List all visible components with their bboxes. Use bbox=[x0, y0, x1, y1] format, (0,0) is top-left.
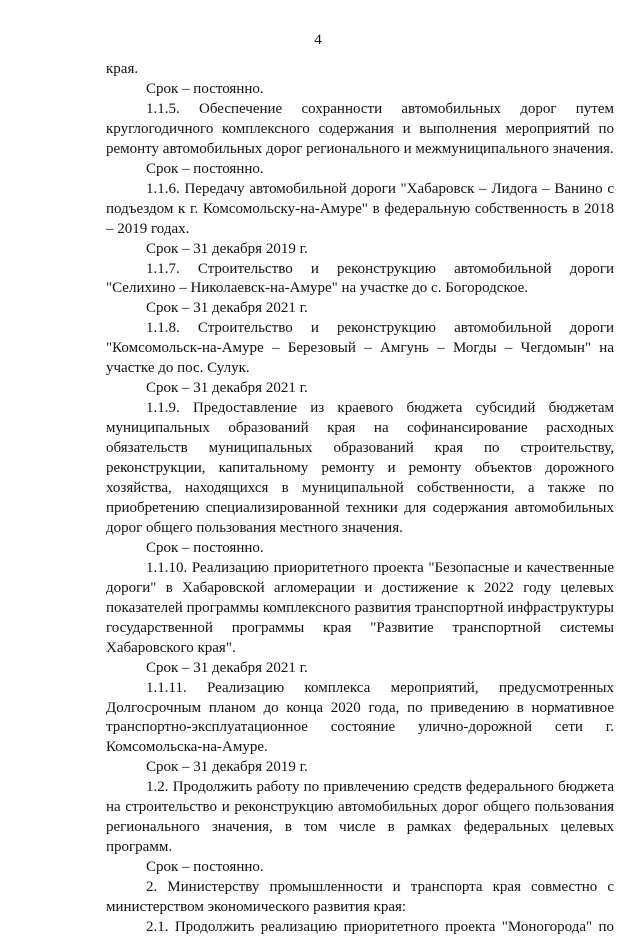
item-1-1-7: 1.1.7. Строительство и реконструкцию автомобильной дороги "Селихино – Николаевск-на-Амуре" на участке до с. Богородское. bbox=[106, 260, 614, 297]
deadline-line: Срок – постоянно. bbox=[146, 160, 264, 177]
deadline-line: Срок – 31 декабря 2019 г. bbox=[146, 759, 308, 776]
item-1-1-11: 1.1.11. Реализацию комплекса мероприятий, предусмотренных Долгосрочным планом до конца 2020 года, по приведению в нормативное транспортно-эксплуатационное состояние улично-дорожной сети г. Комсомольска-на-Амуре. bbox=[106, 679, 614, 756]
deadline-line: Срок – 31 декабря 2021 г. bbox=[146, 300, 308, 317]
paragraph-continuation: края. bbox=[106, 61, 139, 77]
deadline-line: Срок – 31 декабря 2019 г. bbox=[146, 240, 308, 257]
deadline-line: Срок – постоянно. bbox=[146, 80, 264, 97]
deadline-line: Срок – 31 декабря 2021 г. bbox=[146, 659, 308, 676]
item-2: 2. Министерству промышленности и транспорта края совместно с министерством экономического развития края: bbox=[106, 879, 614, 916]
document-body bbox=[106, 60, 614, 938]
deadline-line: Срок – постоянно. bbox=[146, 539, 264, 556]
item-1-1-6: 1.1.6. Передачу автомобильной дороги "Хабаровск – Лидога – Ванино с подъездом к г. Комсомольску-на-Амуре" в федеральную собственность в 2018 – 2019 годах. bbox=[106, 180, 614, 237]
item-1-1-9: 1.1.9. Предоставление из краевого бюджета субсидий бюджетам муниципальных образований края на софинансирование расходных обязательств муниципальных образований края по строительству, реконструкции, капитальному ремонту и ремонту объектов дорожного хозяйства, находящихся в муниципальной собственности, а также по приобретению специализированной техники для содержания автомобильных дорог общего пользования местного значения. bbox=[106, 400, 614, 536]
item-1-1-8: 1.1.8. Строительство и реконструкцию автомобильной дороги "Комсомольск-на-Амуре – Березовый – Амгунь – Могды – Чегдомын" на участке до пос. Сулук. bbox=[106, 320, 614, 377]
deadline-line: Срок – 31 декабря 2021 г. bbox=[146, 380, 308, 397]
deadline-line: Срок – постоянно. bbox=[146, 859, 264, 876]
item-1-1-5: 1.1.5. Обеспечение сохранности автомобильных дорог путем круглогодичного комплексного содержания и выполнения мероприятий по ремонту автомобильных дорог регионального и межмуниципального значения. bbox=[106, 100, 614, 157]
page-number: 4 bbox=[314, 32, 322, 48]
item-1-2: 1.2. Продолжить работу по привлечению средств федерального бюджета на строительство и реконструкцию автомобильных дорог общего пользования регионального значения, в том числе в рамках федеральных целевых программ. bbox=[106, 779, 614, 856]
item-2-1: 2.1. Продолжить реализацию приоритетного проекта "Моногорода" по bbox=[146, 918, 614, 935]
item-1-1-10: 1.1.10. Реализацию приоритетного проекта "Безопасные и качественные дороги" в Хабаровской агломерации и достижение к 2022 году целевых показателей программы комплексного развития транспортной инфраструктуры государственной программы края "Развитие транспортной системы Хабаровского края". bbox=[106, 559, 614, 656]
